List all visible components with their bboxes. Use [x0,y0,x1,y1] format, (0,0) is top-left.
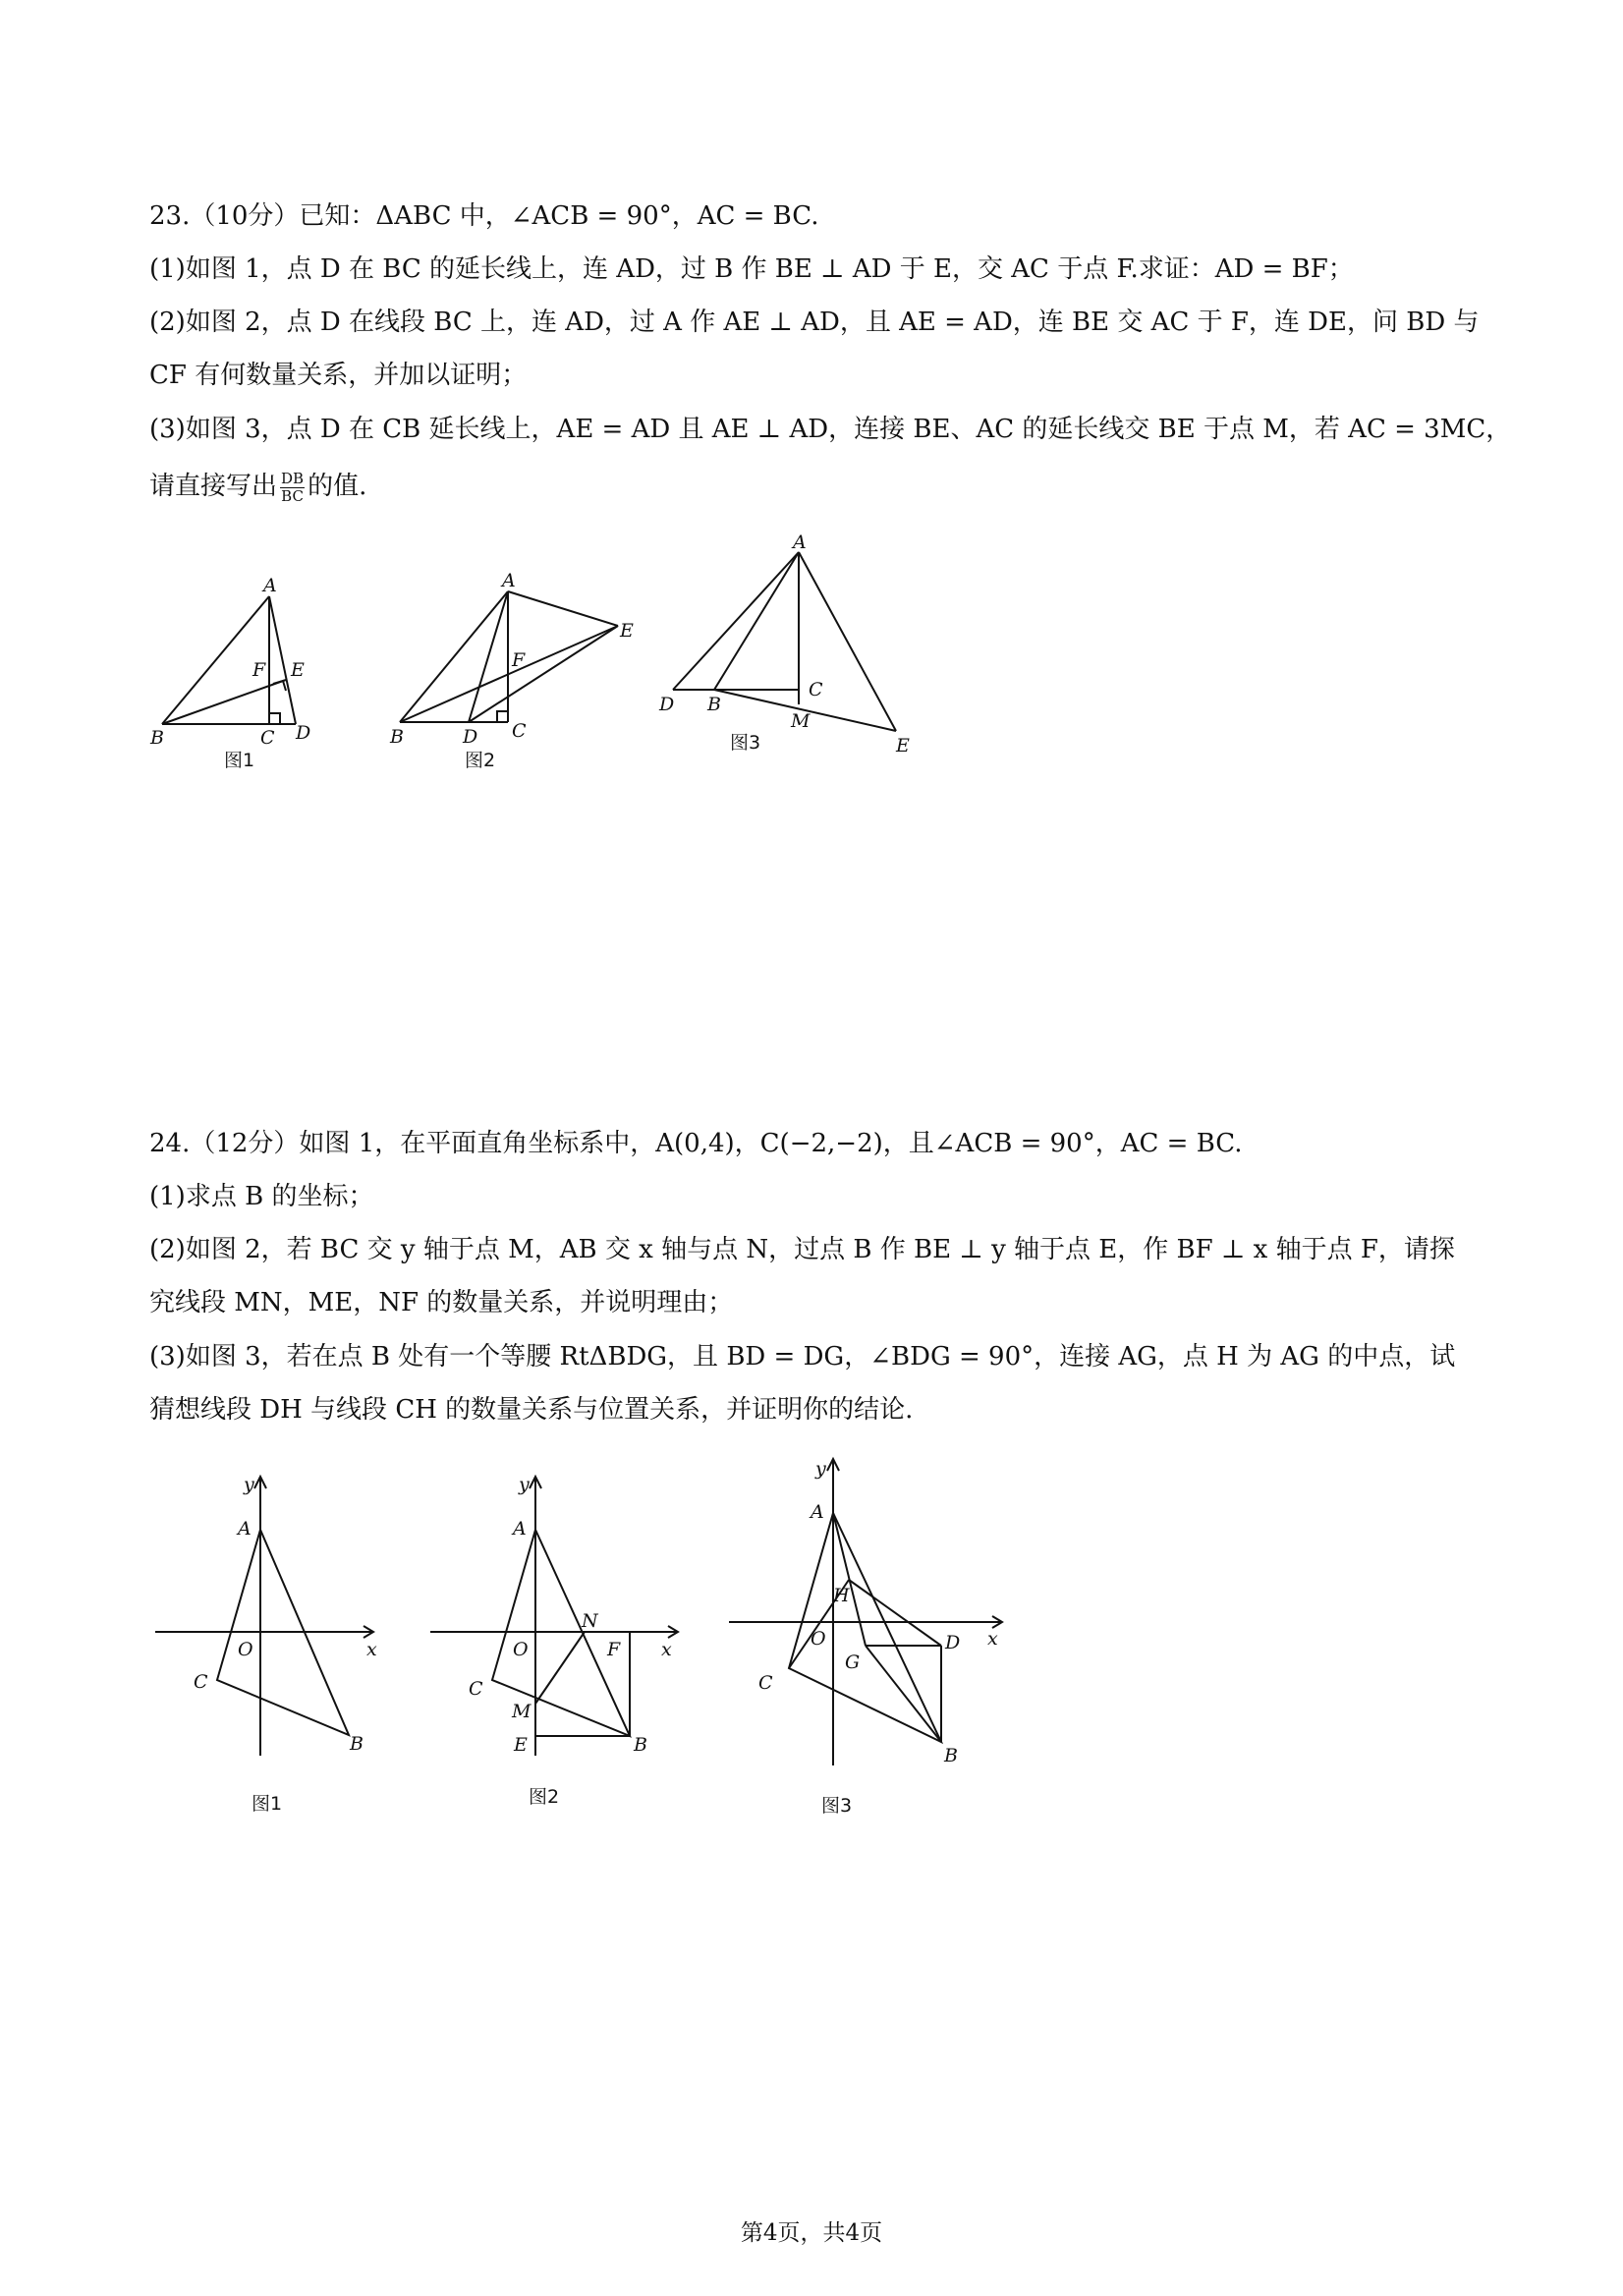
fig1-label-e: E [291,659,305,681]
f2-label-e: E [514,1734,528,1756]
fig2-label-a: A [502,570,516,591]
q24-figure-2 [422,1459,698,1832]
f3-label-c: C [758,1672,773,1694]
q24-line-3: (2)如图 2，若 BC 交 y 轴于点 M，AB 交 x 轴与点 N，过点 B 作 BE ⊥ y 轴于点 E，作 BF ⊥ x 轴于点 F，请探 [149,1235,1455,1264]
f3-label-g: G [845,1652,861,1673]
f2-label-a: A [513,1518,527,1540]
q23-line-6-pre: 请直接写出 [149,472,278,501]
f3-caption: 图3 [821,1795,853,1817]
f2-label-o: O [513,1639,529,1660]
f2-label-f: F [607,1639,621,1660]
q23-figure-1 [147,570,344,776]
fig1-caption: 图1 [224,750,255,771]
q24-line-6: 猜想线段 DH 与线段 CH 的数量关系与位置关系，并证明你的结论. [149,1395,914,1425]
q23-figure-3 [653,531,928,766]
f1-label-b: B [350,1733,364,1755]
f1-label-y: y [244,1474,254,1495]
q23-line-2: (1)如图 1，点 D 在 BC 的延长线上，连 AD，过 B 作 BE ⊥ AD 于 E，交 AC 于点 F.求证：AD = BF； [149,254,1354,284]
fig2-label-c: C [512,720,527,742]
fig2-caption: 图2 [465,750,496,771]
fig3-label-e: E [896,735,910,756]
fig1-label-a: A [263,575,277,596]
fig2-label-b: B [390,726,404,748]
f2-label-c: C [469,1678,483,1700]
f3-label-a: A [811,1501,824,1523]
q24-figure-1 [147,1459,393,1832]
f2-label-n: N [582,1610,598,1632]
f3-label-y: y [815,1458,826,1480]
fig3-label-c: C [809,679,823,700]
q24-line-4: 究线段 MN，ME，NF 的数量关系，并说明理由； [149,1288,734,1317]
f2-label-y: y [519,1474,530,1495]
fig3-label-b: B [707,694,721,715]
q23-line-4: CF 有何数量关系，并加以证明； [149,361,528,390]
q23-line-5: (3)如图 3，点 D 在 CB 延长线上，AE = AD 且 AE ⊥ AD，连接 BE、AC 的延长线交 BE 于点 M，若 AC = 3MC， [149,415,1512,444]
f3-label-d: D [945,1632,961,1653]
q24-line-2: (1)求点 B 的坐标； [149,1182,374,1211]
f2-label-b: B [634,1734,647,1756]
f3-label-h: H [833,1585,850,1606]
q23-line-3: (2)如图 2，点 D 在线段 BC 上，连 AD，过 A 作 AE ⊥ AD，且 AE = AD，连 BE 交 AC 于 F，连 DE，问 BD 与 [149,308,1480,337]
fraction-db-over-bc [280,471,305,505]
f2-label-m: M [512,1701,532,1722]
f2-label-x: x [661,1639,672,1660]
fig3-label-d: D [659,694,675,715]
f3-label-b: B [944,1745,958,1766]
q23-line-6-post: 的值. [308,472,367,501]
fig3-label-m: M [791,710,811,732]
q24-figure-3 [717,1449,1022,1832]
q23-figure-2 [388,565,644,776]
f2-caption: 图2 [529,1786,560,1808]
fig3-label-a: A [793,532,807,553]
f3-label-o: O [811,1628,826,1650]
f3-label-x: x [987,1628,998,1650]
fig1-label-f: F [252,659,266,681]
fig1-label-b: B [150,727,164,749]
f1-caption: 图1 [252,1793,283,1815]
fig2-label-d: D [463,726,478,748]
fig2-label-f: F [512,649,526,671]
q23-line-6 [149,470,366,505]
fig1-label-d: D [296,722,311,744]
page-footer: 第4页，共4页 [740,2220,883,2246]
fraction-denominator: BC [281,486,304,505]
f1-label-x: x [366,1639,377,1660]
f1-label-o: O [238,1639,253,1660]
q24-line-1: 24.（12分）如图 1，在平面直角坐标系中，A(0,4)，C(−2,−2)，且∠ACB = 90°，AC = BC. [149,1129,1243,1158]
f1-label-c: C [194,1671,208,1693]
fig2-label-e: E [620,620,634,642]
fraction-numerator: DB [281,469,305,487]
q23-line-1: 23.（10分）已知：ΔABC 中，∠ACB = 90°，AC = BC. [149,201,819,231]
q24-line-5: (3)如图 3，若在点 B 处有一个等腰 RtΔBDG，且 BD = DG，∠BDG = 90°，连接 AG，点 H 为 AG 的中点，试 [149,1342,1456,1372]
f1-label-a: A [238,1518,252,1540]
fig1-label-c: C [260,727,275,749]
fig3-caption: 图3 [730,732,761,754]
